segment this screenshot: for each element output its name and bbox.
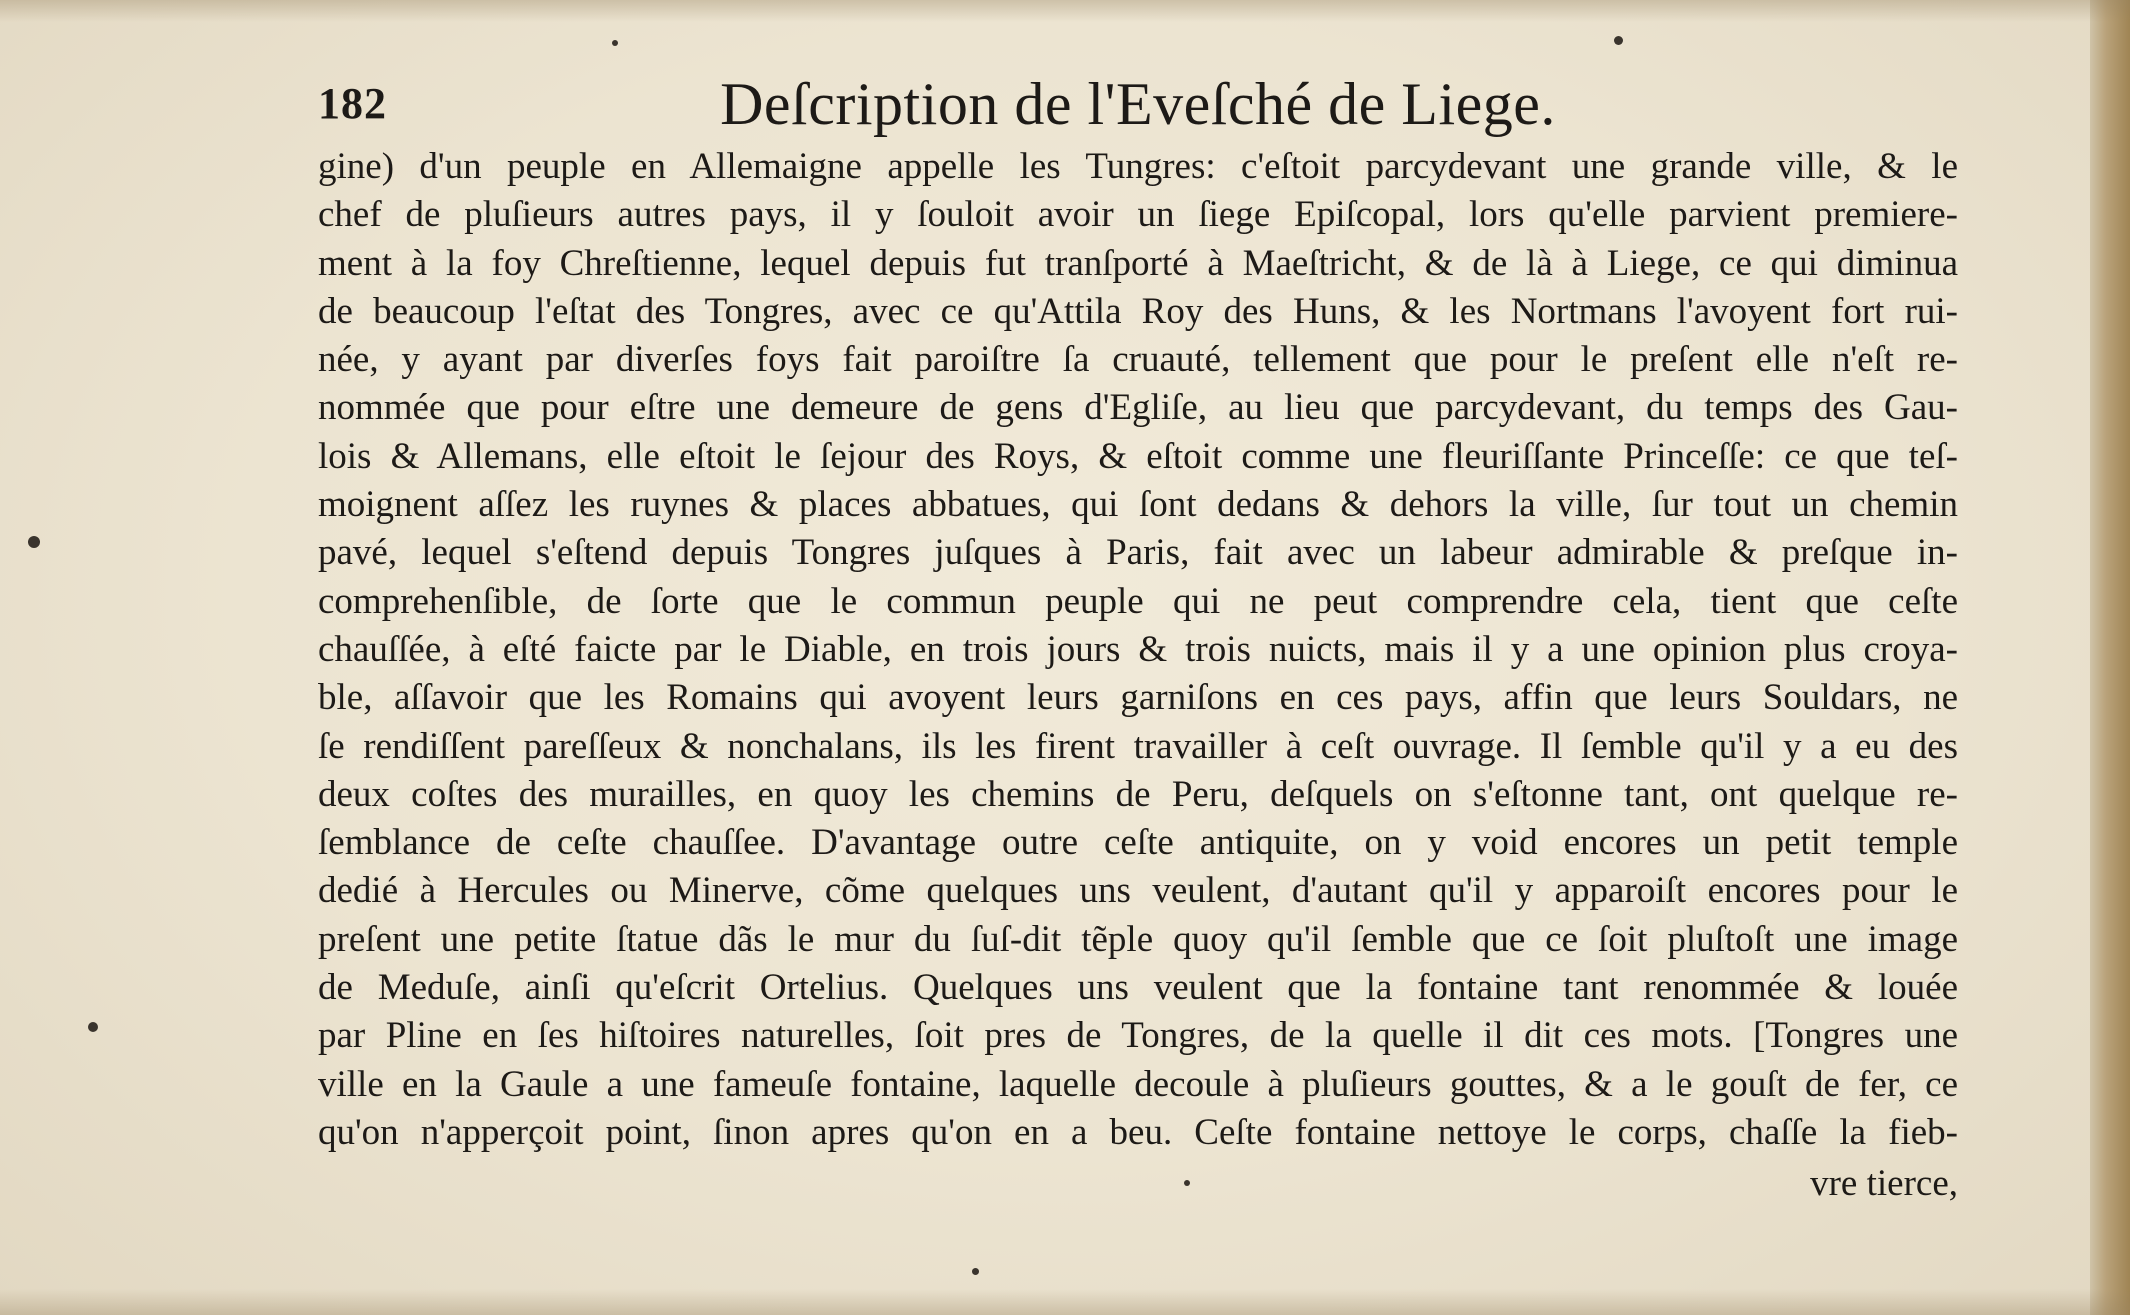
ink-speck [612,40,618,46]
text-line: chauſſée, à eſté faicte par le Diable, en trois jours & trois nuicts, mais il y a une opinion plus croya- [318,628,1958,670]
text-line: preſent une petite ſtatue dãs le mur du ſuſ-dit tẽple quoy qu'il ſemble que ce ſoit pluſtoſt une image [318,918,1958,960]
text-line: gine) d'un peuple en Allemaigne appelle les Tungres: c'eſtoit parcydevant une grande ville, & le [318,146,1958,187]
text-line: chef de pluſieurs autres pays, il y ſouloit avoir un ſiege Epiſcopal, lors qu'elle parvient premiere- [318,194,1958,236]
text-line: qu'on n'apperçoit point, ſinon apres qu'on en a beu. Ceſte fontaine nettoye le corps, chaſſe la fieb- [318,1111,1958,1153]
text-line: ſemblance de ceſte chauſſee. D'avantage outre ceſte antiquite, on y void encores un petit temple [318,822,1958,864]
text-line: pavé, lequel s'eſtend depuis Tongres juſques à Paris, fait avec un labeur admirable & preſque in- [318,532,1958,574]
bottom-shadow [0,1289,2130,1315]
page-header [318,70,1958,140]
ink-speck [1614,36,1623,45]
text-line: ville en la Gaule a une fameuſe fontaine, laquelle decoule à pluſieurs gouttes, & a le gouſt de fer, ce [318,1063,1958,1105]
text-line: comprehenſible, de ſorte que le commun peuple qui ne peut comprendre cela, tient que ceſte [318,580,1958,622]
page-edge [2090,0,2130,1315]
page-number: 182 [318,79,387,128]
text-line: ment à la foy Chreſtienne, lequel depuis fut tranſporté à Maeſtricht, & de là à Liege, ce qui diminua [318,242,1958,284]
ink-speck [88,1022,98,1032]
text-line: par Pline en ſes hiſtoires naturelles, ſoit pres de Tongres, de la quelle il dit ces mots. [Tongres une [318,1015,1958,1057]
text-line: dedié à Hercules ou Minerve, cõme quelques uns veulent, d'autant qu'il y apparoiſt encores pour le [318,870,1958,912]
body-text [318,143,1958,1157]
ink-speck [972,1268,979,1275]
text-line: deux coſtes des murailles, en quoy les chemins de Peru, deſquels on s'eſtonne tant, ont quelque re- [318,773,1958,815]
text-line: moignent aſſez les ruynes & places abbatues, qui ſont dedans & dehors la ville, ſur tout un chemin [318,484,1958,526]
text-line: née, y ayant par diverſes foys fait paroiſtre ſa cruauté, tellement que pour le preſent elle n'eſt re- [318,339,1958,381]
text-line: ble, aſſavoir que les Romains qui avoyent leurs garniſons en ces pays, affin que leurs Souldars, ne [318,677,1958,719]
top-shadow [0,0,2130,22]
running-title: Deſcription de l'Eveſché de Liege. [720,71,1556,137]
text-line: ſe rendiſſent pareſſeux & nonchalans, ils les firent travailler à ceſt ouvrage. Il ſemble qu'il y a eu des [318,725,1958,767]
ink-speck [1184,1180,1190,1186]
catchword: vre tierce, [1810,1163,1958,1204]
text-line: de beaucoup l'eſtat des Tongres, avec ce qu'Attila Roy des Huns, & les Nortmans l'avoyent fort rui- [318,290,1958,332]
text-line: de Meduſe, ainſi qu'eſcrit Ortelius. Quelques uns veulent que la fontaine tant renommée & louée [318,967,1958,1009]
text-line: nommée que pour eſtre une demeure de gens d'Egliſe, au lieu que parcydevant, du temps des Gau- [318,387,1958,429]
ink-speck [28,536,40,548]
text-line: lois & Allemans, elle eſtoit le ſejour des Roys, & eſtoit comme une fleuriſſante Princeſſe: ce que teſ- [318,435,1958,477]
